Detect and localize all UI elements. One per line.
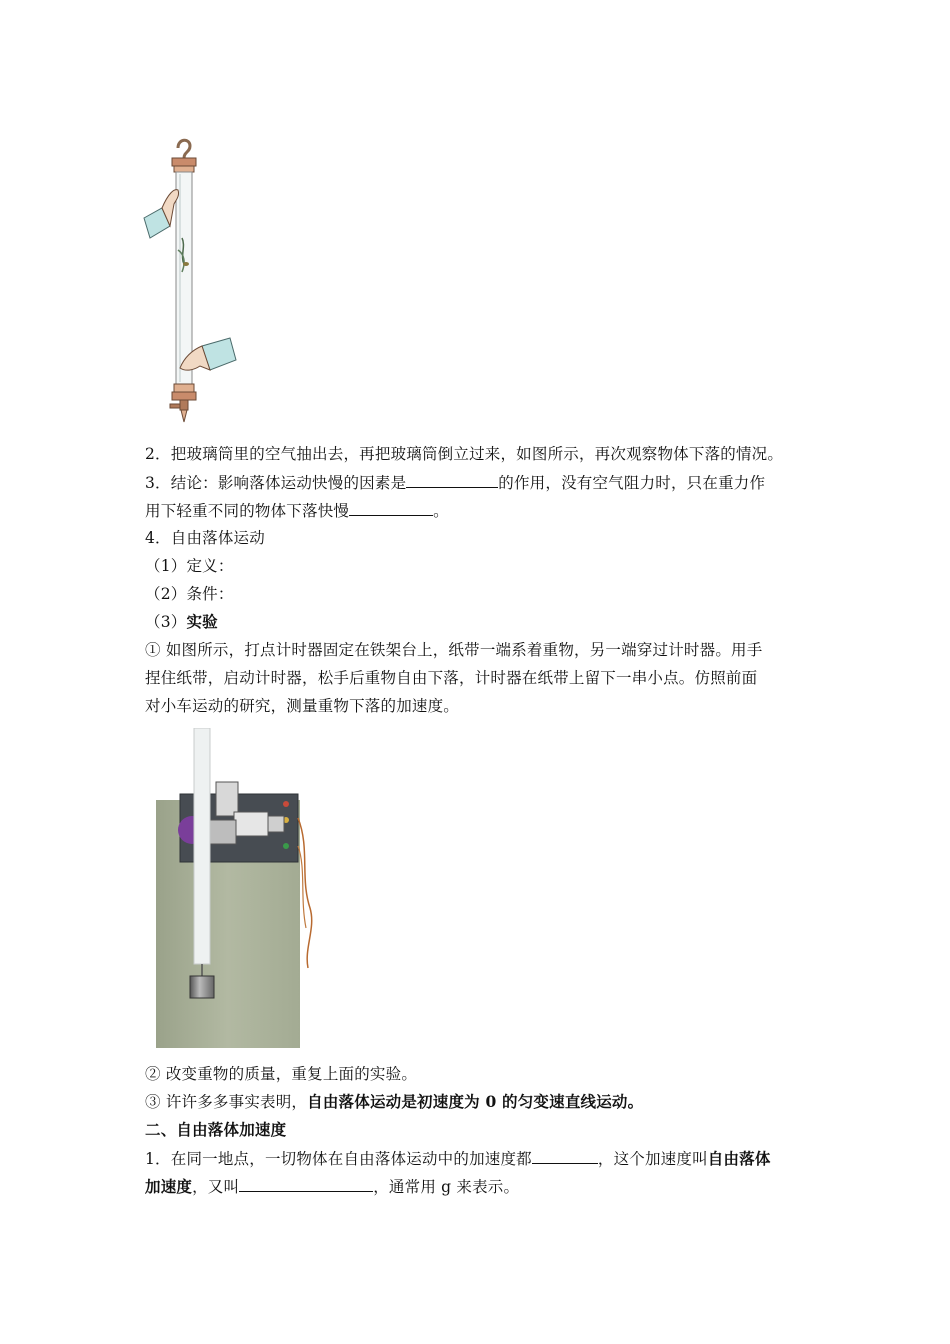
paragraph-text: 的作用，没有空气阻力时，只在重力作 <box>498 474 766 492</box>
text-line <box>145 1176 810 1197</box>
paragraph-text: ，又叫 <box>192 1178 240 1196</box>
section-heading <box>145 1120 810 1140</box>
text-line <box>145 500 810 521</box>
text-line <box>145 1148 810 1169</box>
heading-text: 二、自由落体加速度 <box>145 1120 287 1139</box>
paragraph-text: 对小车运动的研究，测量重物下落的加速度。 <box>145 697 460 715</box>
text-line <box>145 584 810 604</box>
text-line <box>145 696 810 716</box>
heading-text: 4．自由落体运动 <box>145 529 265 547</box>
paragraph-text: 。 <box>433 502 449 520</box>
text-line <box>145 1064 810 1084</box>
paragraph-text: 用下轻重不同的物体下落快慢 <box>145 502 350 520</box>
paragraph-text: ，这个加速度叫 <box>597 1150 708 1168</box>
paragraph-text: （3） <box>145 613 187 631</box>
text-line <box>145 1092 810 1112</box>
ticker-timer-apparatus-illustration <box>150 728 320 1050</box>
bold-text: 自由落体运动是初速度为 0 的匀变速直线运动。 <box>307 1092 644 1111</box>
answer-blank[interactable] <box>532 1148 598 1164</box>
text-line <box>145 612 810 632</box>
answer-blank[interactable] <box>239 1176 373 1192</box>
paragraph-text: 1．在同一地点，一切物体在自由落体运动中的加速度都 <box>145 1150 532 1168</box>
paragraph-text: 捏住纸带，启动计时器，松手后重物自由下落，计时器在纸带上留下一串小点。仿照前面 <box>145 669 758 687</box>
bold-text: 加速度 <box>145 1177 193 1196</box>
text-line <box>145 444 810 464</box>
text-line <box>145 472 810 493</box>
paragraph-text: 3．结论：影响落体运动快慢的因素是 <box>145 474 407 492</box>
paragraph-text: （1）定义： <box>145 557 234 575</box>
text-line <box>145 668 810 688</box>
text-line <box>145 640 810 660</box>
paragraph-text: （2）条件： <box>145 585 234 603</box>
section-heading <box>145 528 810 548</box>
vacuum-tube-illustration <box>140 134 240 426</box>
paragraph-text: ，通常用 g 来表示。 <box>373 1178 520 1196</box>
answer-blank[interactable] <box>406 472 498 488</box>
text-line <box>145 556 810 576</box>
paragraph-text: ① 如图所示，打点计时器固定在铁架台上，纸带一端系着重物，另一端穿过计时器。用手 <box>145 641 763 659</box>
paragraph-text: ② 改变重物的质量，重复上面的实验。 <box>145 1065 418 1083</box>
bold-text: 实验 <box>186 612 218 631</box>
paragraph-text: ③ 许许多多事实表明， <box>145 1093 308 1111</box>
answer-blank[interactable] <box>349 500 433 516</box>
paragraph-text: 2．把玻璃筒里的空气抽出去，再把玻璃筒倒立过来，如图所示，再次观察物体下落的情况。 <box>145 445 784 463</box>
bold-text: 自由落体 <box>707 1149 771 1168</box>
